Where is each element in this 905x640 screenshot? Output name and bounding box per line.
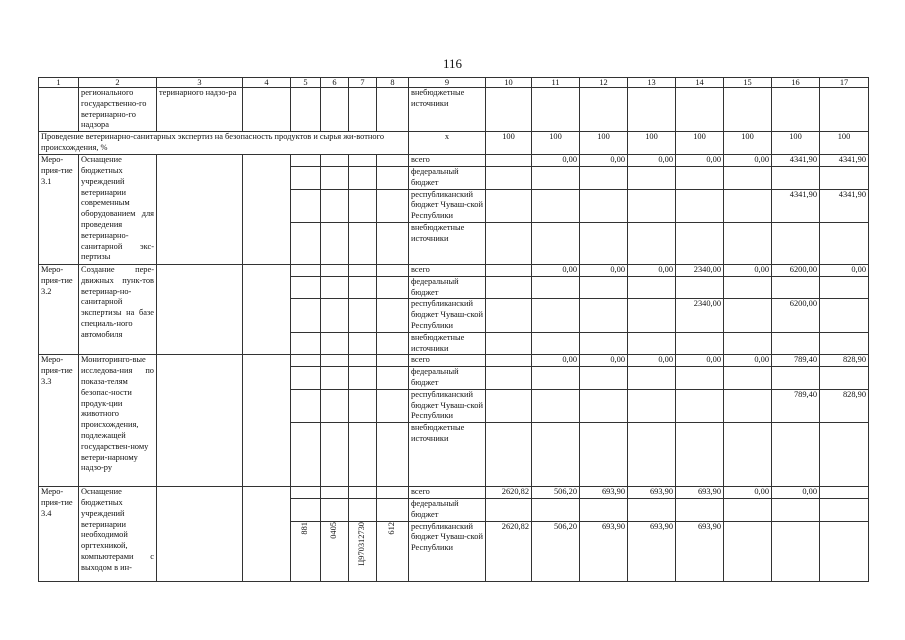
value-cell: 0,00 — [628, 355, 676, 367]
value-cell: 693,90 — [628, 521, 676, 581]
value-cell: 0,00 — [724, 264, 772, 276]
value-cell — [580, 189, 628, 222]
col-header: 5 — [291, 78, 321, 88]
source-label: федеральный бюджет — [409, 498, 486, 521]
value-cell: 0,00 — [580, 155, 628, 167]
value-cell — [486, 264, 532, 276]
col-header: 15 — [724, 78, 772, 88]
value-cell: 789,40 — [772, 389, 820, 422]
source-label: федеральный бюджет — [409, 367, 486, 390]
value-cell: 0,00 — [580, 355, 628, 367]
value-cell — [820, 299, 869, 332]
value-cell: 0,00 — [724, 487, 772, 499]
value-cell — [676, 389, 724, 422]
measure-label: Меро-прия-тие 3.1 — [39, 155, 79, 265]
col-header: 2 — [79, 78, 157, 88]
value-cell: 506,20 — [532, 521, 580, 581]
value-cell: 0,00 — [532, 155, 580, 167]
cell-text: регионального государственно-го ветеринарно-го надзора — [79, 88, 157, 132]
code-text: Ц970312730 — [357, 521, 367, 566]
value-cell: 6200,00 — [772, 299, 820, 332]
col-header: 10 — [486, 78, 532, 88]
value-cell: 2620,82 — [486, 521, 532, 581]
col-header: 14 — [676, 78, 724, 88]
goal-row — [39, 132, 869, 155]
measure-label: Меро-прия-тие 3.2 — [39, 264, 79, 354]
value-cell — [486, 355, 532, 367]
source-label: внебюджетные источники — [409, 423, 486, 487]
value-cell — [628, 189, 676, 222]
value-cell — [486, 389, 532, 422]
value-cell: 693,90 — [676, 487, 724, 499]
value-cell: 506,20 — [532, 487, 580, 499]
value-cell — [486, 155, 532, 167]
continuation-row — [39, 88, 869, 132]
value-cell: 100 — [724, 132, 772, 155]
measure-3-4-total-row — [39, 487, 869, 499]
source-label: всего — [409, 487, 486, 499]
value-cell: 0,00 — [628, 155, 676, 167]
value-cell — [486, 299, 532, 332]
value-cell: 100 — [772, 132, 820, 155]
value-cell: 4341,90 — [820, 155, 869, 167]
col-header: 16 — [772, 78, 820, 88]
value-cell: 0,00 — [532, 264, 580, 276]
value-cell: 0,00 — [724, 155, 772, 167]
value-cell — [532, 389, 580, 422]
value-cell — [580, 299, 628, 332]
value-cell: 2620,82 — [486, 487, 532, 499]
source-label: внебюджетные источники — [409, 222, 486, 264]
value-cell: 0,00 — [628, 264, 676, 276]
code-text: 0405 — [329, 521, 339, 539]
page-number: 116 — [442, 56, 463, 71]
source-label: республиканский бюджет Чуваш-ской Республики — [409, 189, 486, 222]
value-cell — [820, 521, 869, 581]
code-cell — [377, 521, 409, 581]
value-cell: 100 — [628, 132, 676, 155]
value-cell: 6200,00 — [772, 264, 820, 276]
source-label: республиканский бюджет Чуваш-ской Республики — [409, 389, 486, 422]
value-cell: 100 — [580, 132, 628, 155]
goal-text: Проведение ветеринарно-санитарных экспертиз на безопасность продуктов и сырья жи-вотного происхождения, % — [39, 132, 409, 155]
code-cell — [349, 521, 377, 581]
col-header: 13 — [628, 78, 676, 88]
col-header: 17 — [820, 78, 869, 88]
col-header: 8 — [377, 78, 409, 88]
source-label: республиканский бюджет Чуваш-ской Республики — [409, 299, 486, 332]
col-header: 12 — [580, 78, 628, 88]
source-label: федеральный бюджет — [409, 166, 486, 189]
value-cell — [676, 189, 724, 222]
value-cell: 2340,00 — [676, 299, 724, 332]
value-cell — [532, 189, 580, 222]
value-cell: 100 — [676, 132, 724, 155]
value-cell: 4341,90 — [820, 189, 869, 222]
source-label: внебюджетные источники — [409, 332, 486, 355]
value-cell: 693,90 — [580, 487, 628, 499]
measure-name: Оснащение бюджетных учреждений ветеринарии современным оборудованием для проведения ветеринарно-санитарной экс-пертизы — [79, 155, 157, 265]
col-header: 1 — [39, 78, 79, 88]
budget-table — [38, 77, 869, 582]
measure-3-2-total-row — [39, 264, 869, 276]
measure-name: Оснащение бюджетных учреждений ветеринарии необходимой оргтехникой, компьютерами с выходом в ин- — [79, 487, 157, 581]
col-header: 4 — [243, 78, 291, 88]
value-cell — [628, 299, 676, 332]
value-cell: 693,90 — [676, 521, 724, 581]
value-cell — [724, 189, 772, 222]
value-cell: 2340,00 — [676, 264, 724, 276]
value-cell — [486, 189, 532, 222]
source-label: внебюджетные источники — [409, 88, 486, 132]
value-cell: 100 — [486, 132, 532, 155]
col-header: 11 — [532, 78, 580, 88]
source-label: всего — [409, 264, 486, 276]
value-cell: 100 — [820, 132, 869, 155]
value-cell: 0,00 — [772, 487, 820, 499]
value-cell: 4341,90 — [772, 155, 820, 167]
source-label: всего — [409, 155, 486, 167]
goal-unit: x — [409, 132, 486, 155]
col-header: 3 — [157, 78, 243, 88]
col-header: 9 — [409, 78, 486, 88]
value-cell: 0,00 — [820, 264, 869, 276]
value-cell: 0,00 — [676, 355, 724, 367]
value-cell — [724, 389, 772, 422]
value-cell — [580, 389, 628, 422]
value-cell — [724, 299, 772, 332]
measure-label: Меро-прия-тие 3.4 — [39, 487, 79, 581]
value-cell: 0,00 — [580, 264, 628, 276]
source-label: всего — [409, 355, 486, 367]
value-cell: 4341,90 — [772, 189, 820, 222]
value-cell: 100 — [532, 132, 580, 155]
source-label: федеральный бюджет — [409, 276, 486, 299]
code-cell — [321, 521, 349, 581]
value-cell: 0,00 — [532, 355, 580, 367]
value-cell: 789,40 — [772, 355, 820, 367]
value-cell — [724, 521, 772, 581]
measure-3-1-total-row — [39, 155, 869, 167]
value-cell: 0,00 — [724, 355, 772, 367]
code-text: 881 — [300, 521, 310, 535]
col-header: 6 — [321, 78, 349, 88]
column-number-header — [39, 78, 869, 88]
measure-label: Меро-прия-тие 3.3 — [39, 355, 79, 487]
source-label: республиканский бюджет Чуваш-ской Республики — [409, 521, 486, 581]
value-cell — [772, 521, 820, 581]
measure-name: Мониторинго-вые исследова-ния по показа-телям безопас-ности продук-ции животного происхождения, подлежащей государствен-ному ветери-нарному надзо-ру — [79, 355, 157, 487]
code-cell — [291, 521, 321, 581]
value-cell — [532, 299, 580, 332]
cell-text: теринарного надзо-ра — [157, 88, 243, 132]
value-cell — [820, 487, 869, 499]
col-header: 7 — [349, 78, 377, 88]
value-cell: 693,90 — [580, 521, 628, 581]
measure-name: Создание пере-движных пунк-тов ветеринар-но-санитарной экспертизы на базе специаль-ного автомобиля — [79, 264, 157, 354]
value-cell: 828,90 — [820, 389, 869, 422]
value-cell — [628, 389, 676, 422]
value-cell: 693,90 — [628, 487, 676, 499]
measure-3-3-total-row — [39, 355, 869, 367]
code-text: 612 — [387, 521, 397, 535]
value-cell: 0,00 — [676, 155, 724, 167]
value-cell: 828,90 — [820, 355, 869, 367]
